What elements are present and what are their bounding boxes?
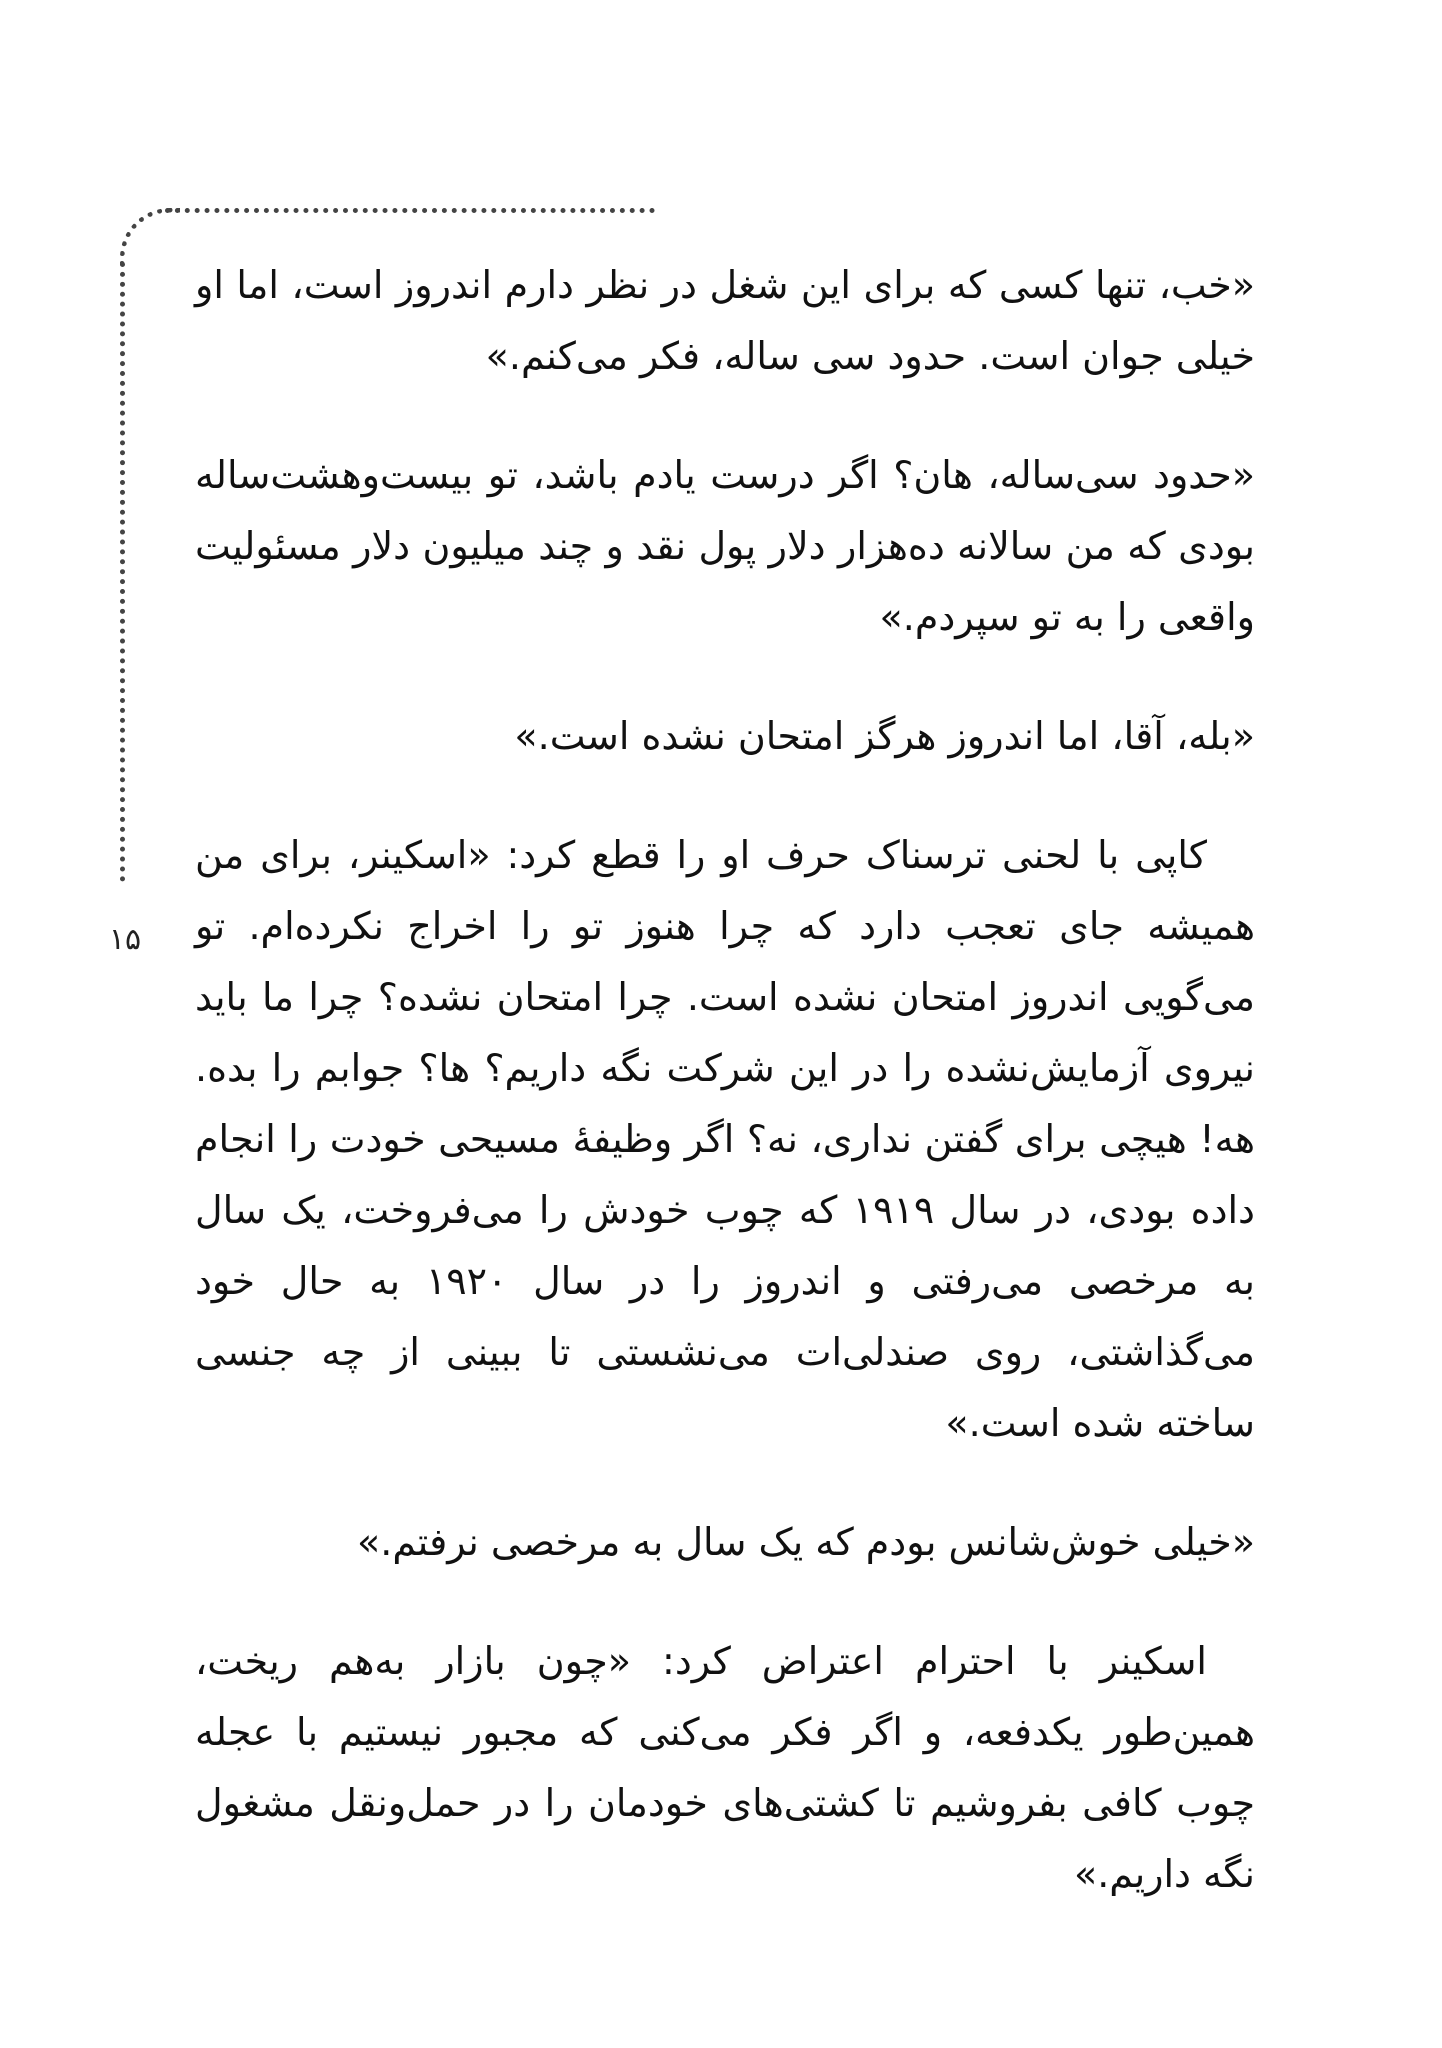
dotted-border-left bbox=[120, 262, 125, 882]
paragraph: اسکینر با احترام اعتراض کرد: «چون بازار به‌هم ریخت، همین‌طور یکدفعه، و اگر فکر می‌کنی که مجبور نیستیم با عجله چوب کافی بفروشیم تا کشتی‌های خودمان را در حمل‌ونقل مشغول نگه داریم.» bbox=[195, 1639, 1255, 1896]
paragraph: کاپی با لحنی ترسناک حرف او را قطع کرد: «اسکینر، برای من همیشه جای تعجب دارد که چرا هنوز تو را اخراج نکرده‌ام. تو می‌گویی اندروز امتحان نشده است. چرا امتحان نشده؟ چرا ما باید نیروی آزمایش‌نشده را در این شرکت نگه داریم؟ ها؟ جوابم را بده. هه! هیچی برای گفتن نداری، نه؟ اگر وظیفهٔ مسیحی خودت را انجام داده بودی، در سال ۱۹۱۹ که چوب خودش را می‌فروخت، یک سال به مرخصی می‌رفتی و اندروز را در سال ۱۹۲۰ به حال خود می‌گذاشتی، روی صندلی‌ات می‌نشستی تا ببینی از چه جنسی ساخته شده است.» bbox=[195, 833, 1255, 1445]
paragraph: «حدود سی‌ساله، هان؟ اگر درست یادم باشد، تو بیست‌وهشت‌ساله بودی که من سالانه ده‌هزار دلار پول نقد و چند میلیون دلار مسئولیت واقعی را به تو سپردم.» bbox=[195, 453, 1255, 639]
dotted-border-top bbox=[165, 208, 655, 213]
dotted-border-corner bbox=[120, 208, 180, 268]
paragraph: «خیلی خوش‌شانس بودم که یک سال به مرخصی نرفتم.» bbox=[357, 1520, 1255, 1564]
paragraph: «خب، تنها کسی که برای این شغل در نظر دارم اندروز است، اما او خیلی جوان است. حدود سی ساله، فکر می‌کنم.» bbox=[195, 263, 1255, 378]
page-number: ۱۵ bbox=[108, 922, 142, 957]
body-text bbox=[195, 250, 1255, 1958]
paragraph: «بله، آقا، اما اندروز هرگز امتحان نشده است.» bbox=[514, 714, 1255, 758]
